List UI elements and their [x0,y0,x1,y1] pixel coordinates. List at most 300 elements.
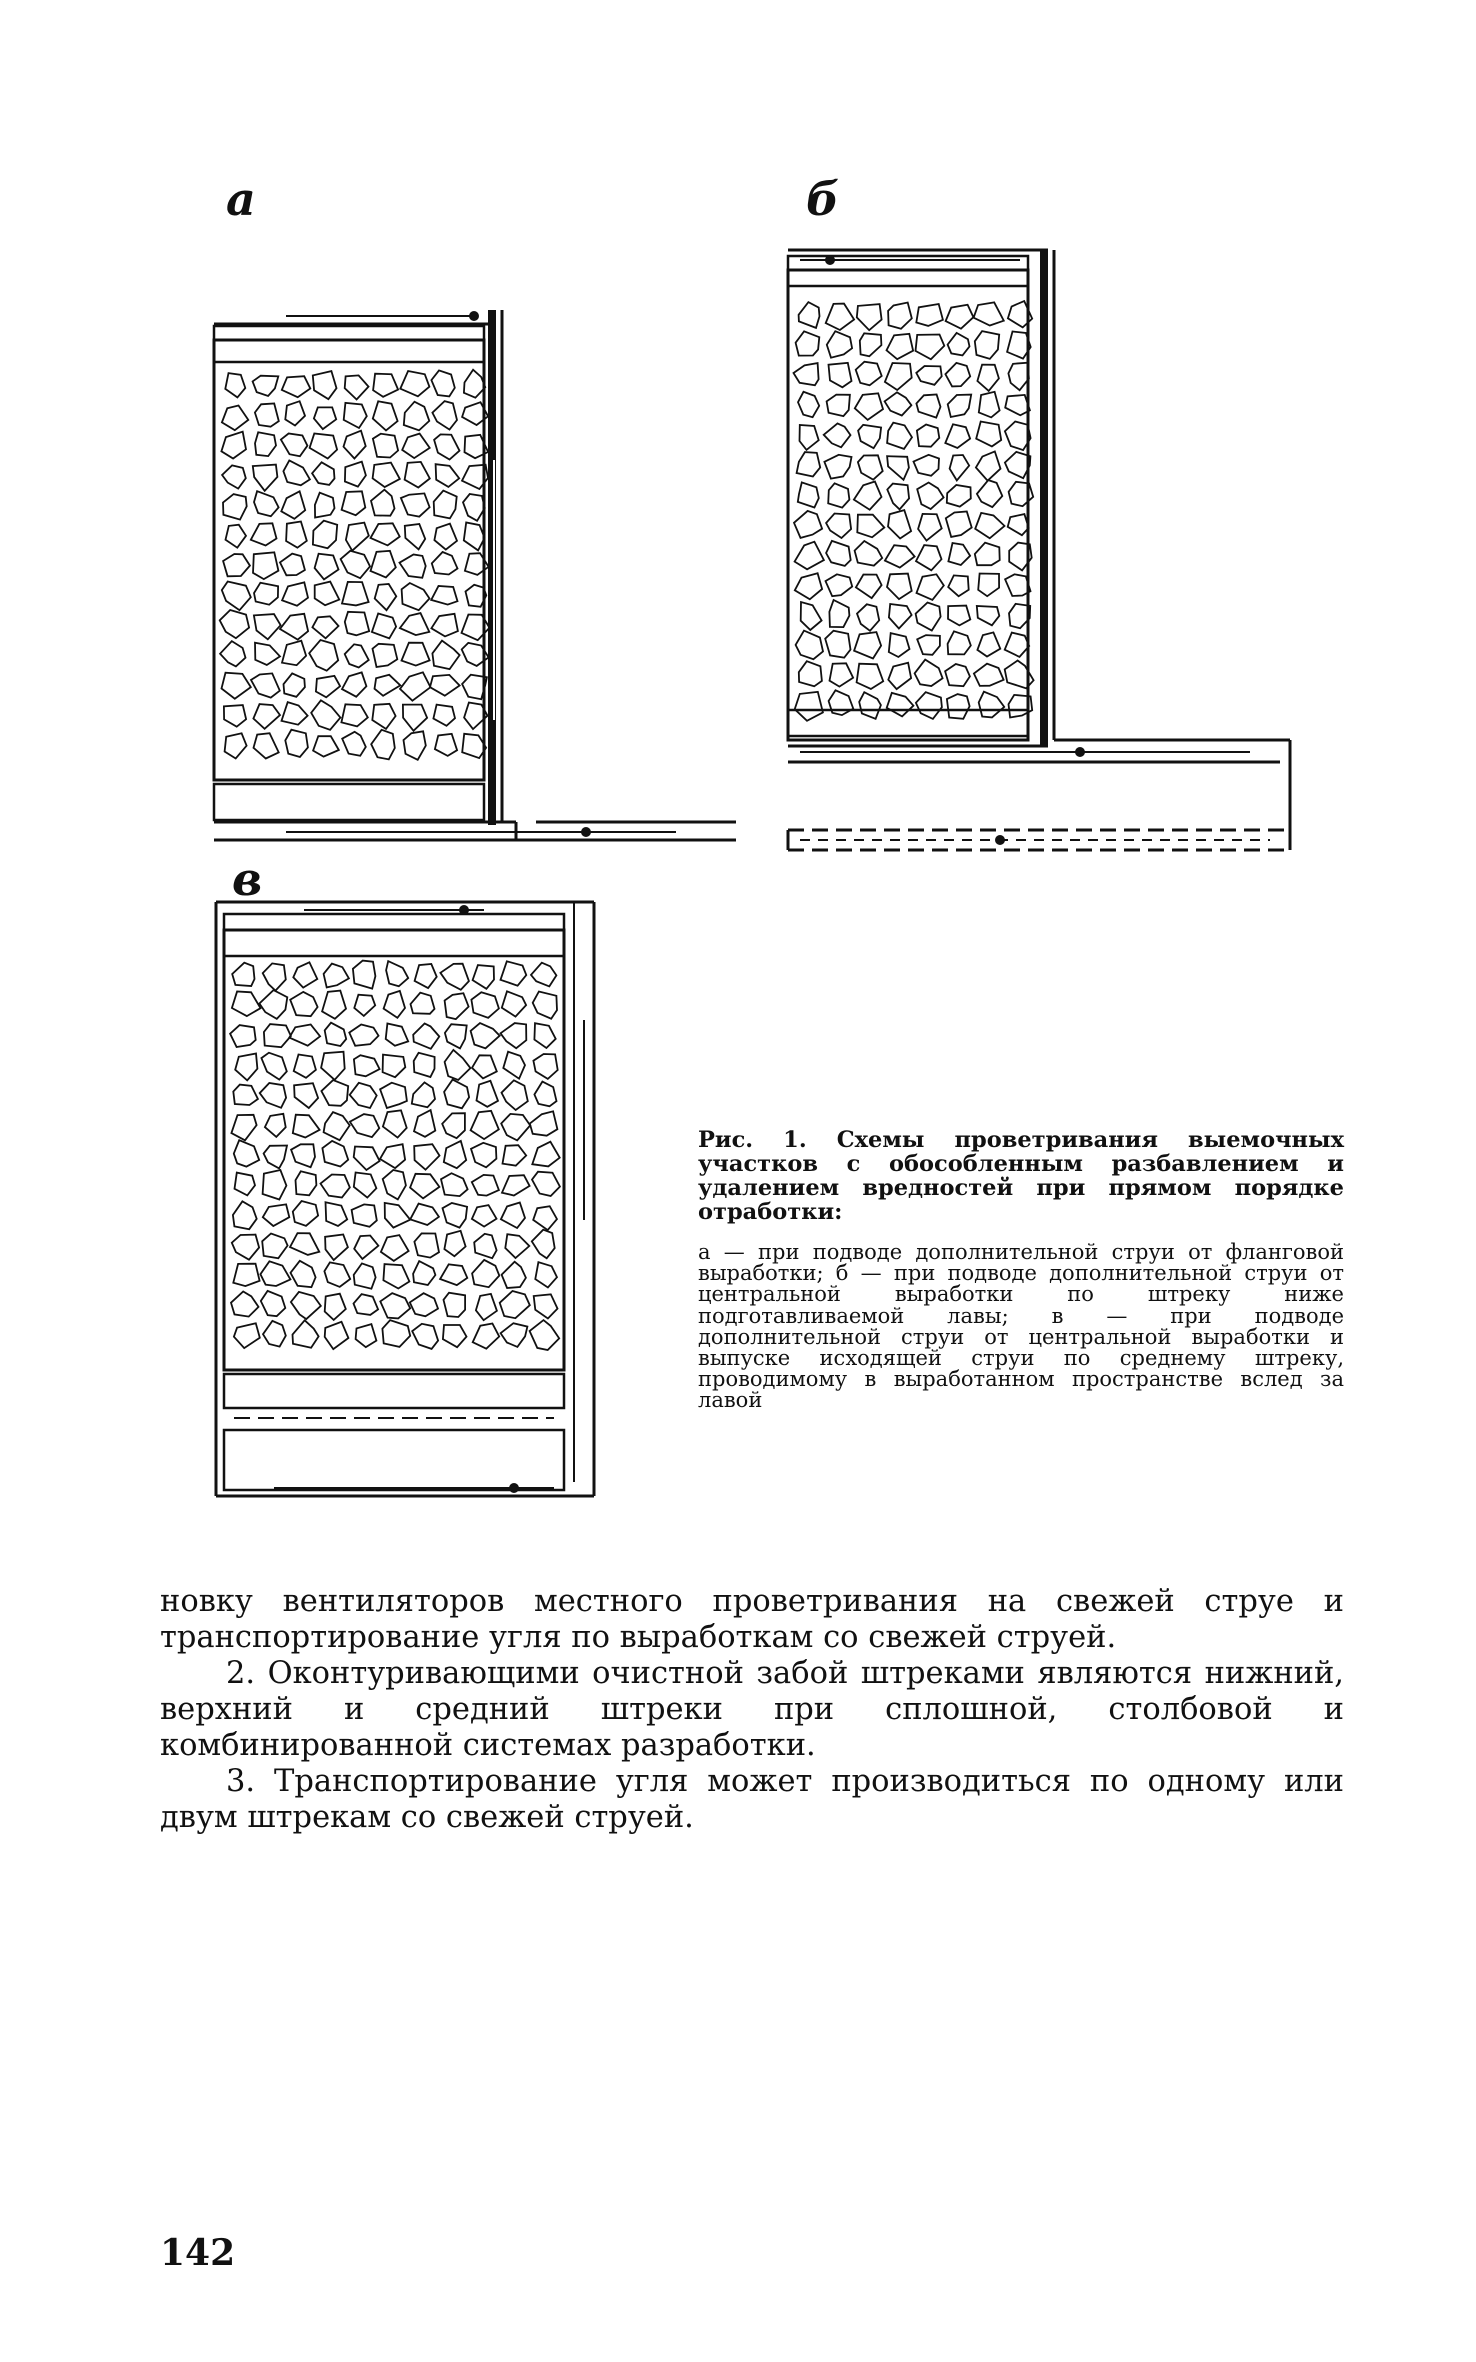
rock-block [375,675,401,696]
rock-block [342,672,366,696]
rock-block [445,1050,471,1080]
rock-block [431,586,457,605]
rock-block [502,991,526,1016]
rock-block [381,1235,409,1261]
rock-block [532,1172,560,1196]
rock-block [253,552,278,579]
rock-block [977,632,1000,656]
rock-block [254,733,279,758]
rock-block [321,1175,350,1198]
rock-block [286,522,307,548]
rock-block [887,484,909,510]
rock-block [477,1081,499,1107]
rock-block [535,1262,557,1287]
rock-block [948,606,970,626]
rock-block [441,1173,468,1196]
rock-block [414,1053,435,1077]
rock-block [313,521,337,549]
rock-block [263,963,286,990]
rock-block [532,1142,559,1167]
rock-block [380,1144,405,1168]
rock-block [281,434,308,457]
rock-block [280,554,305,576]
rock-block [827,331,852,358]
rock-block [857,664,884,689]
rock-block [371,730,395,760]
rock-block [950,455,970,480]
rock-block [293,1115,320,1138]
rock-block [914,455,940,476]
rock-block [888,303,912,329]
rock-block [384,991,405,1018]
rock-block [254,614,281,639]
rock-block [224,705,246,727]
top-pillar-band [224,914,564,956]
top-pillar-band [214,326,484,362]
rock-block [234,1323,260,1348]
rock-block [383,1110,407,1137]
rock-block [253,704,280,729]
rock-block [445,1024,467,1048]
rock-block [826,541,851,566]
rock-block [260,1083,286,1108]
rock-block [259,990,287,1019]
rock-block [294,1083,318,1108]
rock-block [505,1234,529,1258]
rock-block [979,392,1000,418]
caption-body: а — при подводе дополнительной струи от фланговой выработки; б — при подводе дополнительной струи от центральной выработки по штреку ниже подготавливаемой лавы; в — при подводе дополнительной струи от центральной выработки и выпуске исходящей струи по среднему штреку, проводимому в выработанном пространстве вслед за лавой [698,1240,1344,1413]
rock-block [324,964,349,988]
rock-block [285,730,308,757]
rock-block [232,963,254,986]
rock-block [501,1023,527,1048]
rock-block [473,1324,500,1349]
rock-block [827,395,850,417]
rock-block [414,1144,439,1170]
rock-block [534,1082,556,1107]
rock-block [415,964,437,988]
rock-block [858,455,883,479]
rock-block [824,423,851,447]
rock-block [916,692,942,719]
rock-block [261,1291,286,1316]
rock-block [856,575,882,599]
rock-block [222,582,251,611]
rock-block [291,1144,315,1167]
rock-block [373,374,398,397]
rock-block [346,523,369,551]
bottom-pillar-band [224,1430,564,1490]
rock-block [444,1080,469,1109]
rock-block [354,1294,379,1315]
goaf-area [788,270,1028,740]
rock-block [354,995,375,1016]
rock-block [436,464,460,487]
rock-block [253,376,279,396]
rock-block [1005,395,1030,415]
rock-block [857,515,884,538]
rock-block [885,392,912,415]
rock-block [826,514,851,539]
rock-block [1005,633,1029,657]
rock-block [796,331,820,355]
rock-block [432,641,459,670]
rock-block [322,991,346,1019]
rock-block [976,422,1001,447]
rock-block [533,1054,557,1079]
rock-block [916,366,941,385]
rock-block [316,676,340,697]
rock-block [948,333,970,356]
bottom-pillar-band [788,710,1028,736]
rock-block [325,1235,348,1261]
rock-block [314,407,336,429]
caved-rock-pattern [220,370,490,760]
rock-block [371,523,400,545]
rock-block [225,373,245,397]
rock-block [974,302,1004,325]
rock-block [354,1173,377,1198]
rock-block [798,482,819,507]
rock-block [401,493,430,516]
rock-block [464,523,485,551]
figure-caption [698,1128,1344,1412]
rock-block [975,543,1000,566]
rock-block [342,491,366,515]
rock-block [948,575,969,596]
rock-block [440,1264,467,1285]
caption-title: Рис. 1. Схемы проветривания выемочных участков с обособленным разбавлением и удалением вредностей при прямом порядке отработки: [698,1127,1344,1225]
rock-block [888,663,911,689]
rock-block [917,574,944,600]
rock-block [502,1262,526,1288]
rock-block [502,1175,530,1195]
rock-block [282,702,308,725]
rock-block [325,1294,346,1320]
rock-block [352,1204,377,1226]
rock-block [1009,482,1034,506]
rock-block [887,456,909,480]
rock-block [918,514,942,541]
rock-block [222,465,246,488]
rock-block [251,523,277,545]
rock-block [917,483,943,510]
rock-block [263,1170,287,1200]
rock-block [383,1170,406,1199]
rock-block [349,1025,378,1046]
rock-block [947,694,970,719]
diagram-panel-v [214,900,604,1500]
rock-block [412,1324,438,1349]
rock-block [445,993,469,1019]
rock-block [430,675,460,696]
rock-block [221,432,246,459]
rock-block [799,302,820,328]
rock-block [501,961,527,985]
rock-block [916,603,941,631]
panel-label-a: а [226,172,256,226]
rock-block [534,1023,555,1048]
rock-block [444,1141,466,1168]
rock-block [372,704,395,729]
rock-block [293,1201,318,1226]
rock-block [322,1141,348,1167]
rock-block [433,705,455,726]
rock-block [889,633,910,657]
rock-block [530,1111,558,1135]
rock-block [887,693,914,717]
rock-block [282,641,306,666]
rock-block [917,635,940,655]
rock-block [444,1293,466,1317]
diagram-panel-a [206,300,746,860]
rock-block [254,491,279,516]
rock-block [976,451,1001,480]
rock-block [371,551,396,578]
rock-block [797,452,821,476]
rock-block [464,370,485,398]
rock-block [291,1261,316,1287]
rock-block [344,403,367,428]
rock-block [222,406,248,431]
airflow-arrows [234,906,584,1492]
paragraph: 2. Оконтуривающими очистной забой штреками являются нижний, верхний и средний штреки при сплошной, столбовой и комбинированной системах разработки. [160,1656,1344,1763]
rock-block [857,304,882,330]
panel-label-b: б [806,172,840,226]
rock-block [373,401,398,430]
rock-block [854,632,881,658]
rock-block [350,1114,379,1137]
airflow-arrows [800,256,1270,844]
rock-block [530,1320,560,1350]
rock-block [386,961,408,986]
rock-block [472,1175,499,1196]
rock-block [264,1146,287,1169]
rock-block [412,1082,435,1107]
rock-block [798,392,819,417]
rock-block [410,1293,438,1316]
rock-block [233,1264,259,1286]
rock-block [294,1055,316,1078]
rock-block [291,1292,321,1319]
rock-block [405,524,425,549]
rock-block [473,965,494,989]
rock-block [978,574,999,597]
rock-block [380,1083,407,1108]
middle-pillar-band [224,1374,564,1408]
rock-block [946,512,972,537]
rock-block [223,494,247,519]
rock-block [472,1205,497,1227]
rock-block [350,1083,377,1108]
goaf-area [224,930,564,1370]
rock-block [312,616,338,638]
rock-block [1008,514,1029,535]
rock-block [435,734,457,756]
rock-block [403,705,427,731]
panel-label-v: в [232,852,263,906]
rock-block [829,363,852,387]
rock-block [345,612,369,636]
rock-block [313,736,339,757]
rock-block [916,395,940,418]
rock-block [341,704,367,726]
rock-block [977,480,1002,507]
rock-block [293,1320,319,1347]
rock-block [402,583,430,610]
rock-block [885,545,915,567]
rock-block [889,604,912,629]
rock-block [501,1323,528,1347]
rock-block [283,460,310,485]
rock-block [795,692,823,721]
rock-block [410,1204,439,1225]
rock-block [979,692,1005,718]
rock-block [235,1173,256,1196]
rock-block [310,434,338,459]
rock-block [857,604,879,631]
rock-block [826,304,854,330]
rock-block [373,463,400,488]
rock-block [501,1114,530,1141]
rock-block [948,543,970,565]
rock-block [233,1085,258,1105]
rock-block [858,425,881,448]
rock-block [855,541,883,566]
rock-block [800,425,819,450]
rock-block [354,1263,376,1288]
rock-block [824,455,851,479]
rock-block [945,424,970,448]
rock-block [471,1023,500,1048]
rock-block [431,370,454,396]
rock-block [405,462,430,488]
rock-block [232,1235,259,1260]
rock-block [414,1233,439,1257]
rock-block [325,1322,349,1349]
rock-block [794,511,822,538]
rock-block [828,483,849,507]
rock-block [296,1171,317,1195]
rock-block [400,672,431,700]
diagram-panel-b [780,240,1300,860]
rock-block [280,614,308,640]
rock-block [796,631,823,660]
rock-block [285,401,305,425]
rock-block [313,371,337,399]
rock-block [434,434,459,459]
rock-block [917,425,939,447]
rock-block [404,731,426,760]
rock-block [265,1114,286,1137]
rock-block [471,1111,499,1139]
rock-block [916,335,945,360]
rock-block [371,490,395,516]
rock-block [471,992,499,1018]
rock-block [220,641,245,666]
rock-block [233,1201,257,1229]
rock-block [375,584,397,610]
rock-block [434,524,457,550]
rock-block [463,494,485,521]
rock-block [223,554,250,576]
rock-block [532,1230,555,1259]
rock-block [915,660,943,686]
rock-block [400,613,429,635]
rock-block [282,376,311,397]
rock-block [474,1234,496,1258]
rock-block [440,964,469,990]
rock-block [434,491,457,519]
rock-block [404,402,430,431]
rock-block [799,661,822,686]
rock-block [345,644,369,667]
rock-block [235,1054,257,1081]
rock-block [341,551,370,578]
rock-block [531,963,556,987]
rock-block [345,462,366,487]
rock-block [282,582,308,605]
rock-block [400,555,426,578]
rock-block [945,363,970,387]
rock-block [255,432,276,456]
rock-block [503,1052,525,1079]
rock-block [444,1231,465,1256]
rock-block [231,1292,259,1317]
rock-block [854,482,882,510]
rock-block [372,614,396,639]
rock-block [234,1140,259,1166]
rock-block [975,513,1004,538]
rock-block [261,1053,286,1080]
rock-block [260,1261,290,1286]
rock-block [830,663,854,686]
rock-block [321,1052,345,1080]
rock-block [534,1294,558,1318]
rock-block [500,1291,530,1318]
rock-block [801,602,822,630]
rock-block [887,423,912,449]
rock-block [945,664,970,686]
rock-block [533,1206,557,1230]
rock-block [977,606,1000,625]
rock-block [342,582,369,606]
rock-block [502,1080,528,1110]
rock-block [916,545,942,570]
rock-block [887,334,914,359]
rock-block [324,1112,350,1140]
rock-block [443,1325,467,1347]
rock-block [503,1145,527,1166]
rock-block [230,1025,256,1047]
rock-block [373,434,398,458]
rock-block [326,1202,348,1226]
rock-block [220,610,249,638]
paragraph: 3. Транспортирование угля может производиться по одному или двум штрекам со свежей струей. [160,1764,1344,1835]
rock-block [947,485,971,507]
rock-block [826,574,853,596]
rock-block [472,1055,497,1078]
bottom-pillar-band [214,784,484,820]
caved-rock-pattern [230,961,560,1350]
rock-block [431,614,458,637]
rock-block [385,1203,411,1228]
rock-block [315,582,340,606]
rock-block [887,574,912,600]
rock-block [432,401,457,430]
rock-block [1008,363,1029,391]
rock-block [290,992,317,1016]
